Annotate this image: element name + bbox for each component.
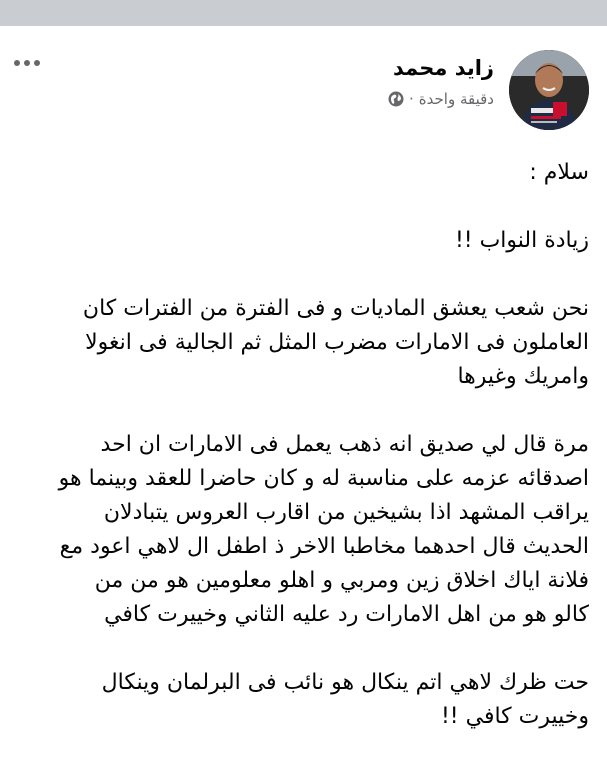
text-line: اصدقائه عزمه على مناسبة له و كان حاضرا للعقد وبينما هو [58,466,589,491]
author-avatar[interactable] [509,50,589,130]
post-paragraph [14,156,589,190]
text-line: وخييرت كافي !! [440,704,589,729]
post-paragraph [14,224,589,258]
post-paragraph [14,292,589,394]
text-line: مرة قال لي صديق انه ذهب يعمل فى الامارات ان احد [100,432,589,457]
text-line: نحن شعب يعشق الماديات و فى الفترة من الفترات كان [82,296,589,321]
meta-separator: · [409,90,414,108]
text-line: سلام : [529,160,589,185]
post-paragraph [14,666,589,734]
top-bar [0,0,607,26]
post-meta [388,90,494,108]
text-line: كالو هو من اهل الامارات رد عليه الثاني وخييرت كافي [104,602,589,627]
globe-icon[interactable] [388,91,404,107]
avatar-image [509,50,589,130]
text-line: فلانة اياك اخلاق زين ومربي و اهلو معلومين هو من من [94,568,589,593]
text-line: زيادة النواب !! [454,228,589,253]
author-name[interactable]: زايد محمد [393,56,494,80]
post-time[interactable]: دقيقة واحدة [418,90,494,108]
text-line: العاملون فى الامارات مضرب المثل ثم الجالية فى انغولا [85,330,589,355]
text-line: الحديث قال احدهما مخاطبا الاخر ذ اطفل ال لاهي اعود مع [59,534,589,559]
more-options-icon[interactable] [14,60,40,66]
text-line: حت ظرك لاهي اتم ينكال هو نائب فى البرلمان وينكال [101,670,589,695]
post-card [0,26,607,732]
text-line: يراقب المشهد اذا بشيخين من اقارب العروس يتبادلان [103,500,589,525]
post-paragraph [14,428,589,632]
post-header [0,26,607,146]
post-text [14,156,589,768]
text-line: وامريك وغيرها [457,364,589,389]
